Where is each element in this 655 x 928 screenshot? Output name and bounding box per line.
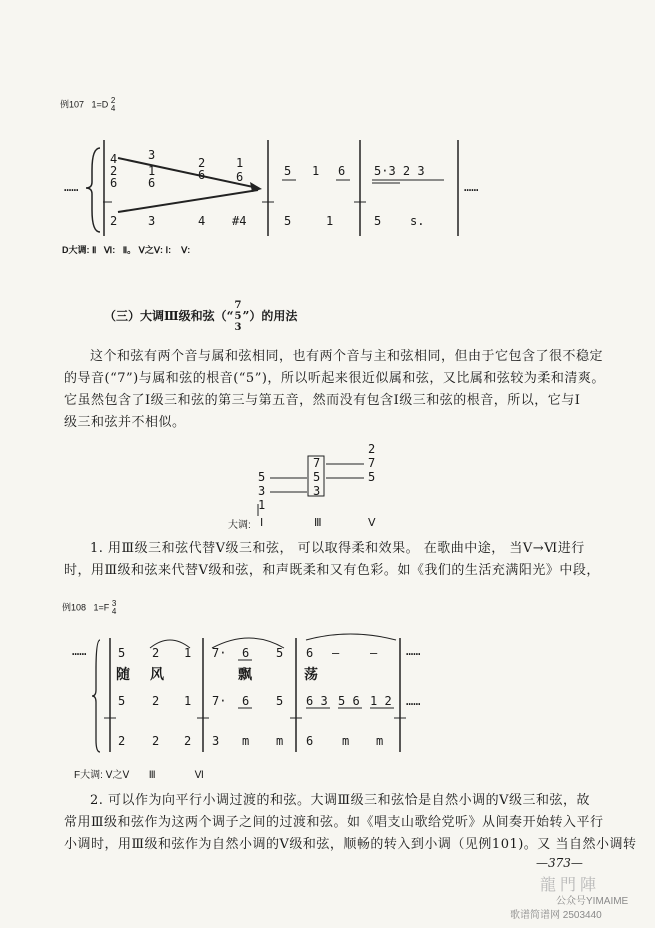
diagram-label: Ⅴ [368,517,376,529]
ellipsis-left: …… [72,644,87,658]
note: #4 [232,214,247,228]
note: 5 [118,646,126,660]
watermark-logo: 龍門陣 [540,875,601,894]
diagram-label: Ⅲ [314,517,322,529]
note: 6 [306,734,314,748]
note: 5 [374,214,382,228]
lyric: 随 [116,667,130,683]
note-group: 5 6 [338,694,360,708]
note: 1 [184,646,192,660]
ellipsis-right: …… [406,644,421,658]
harmony-analysis: D大调: Ⅱ Ⅵ: Ⅱ。 Ⅴ之Ⅴ: Ⅰ: Ⅴ: [62,245,191,255]
ellipsis-right: …… [406,694,421,708]
diagram-label: Ⅰ [260,517,264,529]
ellipsis-right: …… [464,180,479,194]
note: — [332,646,340,660]
note: m [342,734,350,748]
note: m [376,734,384,748]
note: 3 [212,734,220,748]
chord-III: 7 5 3 [313,456,321,498]
note: 6 [110,176,118,190]
paragraph: 2. 可以作为向平行小调过渡的和弦。大调Ⅲ级三和弦恰是自然小调的Ⅴ级三和弦，故 [90,793,590,808]
note: 4 [198,214,206,228]
note: 1 [312,164,320,178]
note: 2 [110,164,118,178]
note: 6 [198,168,206,182]
ellipsis-left: …… [64,180,79,194]
note: 2 [152,734,160,748]
section-title: （三）大调Ⅲ级和弦（“7 5 3”）的用法 [104,300,298,333]
note: m [276,734,284,748]
note: 2 [152,694,160,708]
watermark-text: 歌谱简谱网 2503440 [510,910,602,921]
example-label: 例108 [62,602,87,613]
note: m [242,734,250,748]
key-signature: 1=F [93,602,110,613]
note: 5 [118,694,126,708]
note: 6 [236,170,244,184]
paragraph: 时，用Ⅲ级和弦来代替Ⅴ级和弦，和声既柔和又有色彩。如《我们的生活充满阳光》中段， [64,563,600,578]
note: 4 [110,152,118,166]
chord-I: 5 3 1 [258,470,266,512]
lyric: 风 [150,667,164,683]
chord-stack: 7 5 3 [234,300,242,333]
note: 6 [242,694,250,708]
lyric: 荡 [304,667,318,683]
note: 2 [152,646,160,660]
chord-V: 2 7 5 [368,442,376,484]
note: 7· [212,694,227,708]
paragraph: 的导音(“7”)与属和弦的根音(“5”)，所以听起来很近似属和弦，又比属和弦较为柔和清爽。 它虽然包含了Ⅰ级三和弦的第三与第五音，然而没有包含Ⅰ级三和弦的根音，所以，它与Ⅰ 级三和弦并不相似。 [64,371,605,430]
note: 7· [212,646,227,660]
note: 2 [198,156,206,170]
harmony-analysis: F大调: Ⅴ之Ⅴ Ⅲ Ⅵ [74,770,204,781]
note-group: 5·3 2 3 [374,164,425,178]
paragraph: 常用Ⅲ级和弦作为这两个调子之间的过渡和弦。如《唱支山歌给党听》从间奏开始转入平行 小调时，用Ⅲ级和弦作为自然小调的Ⅴ级和弦，顺畅的转入到小调（见例101)。又 当自然小调转 [64,815,637,852]
paragraph: 这个和弦有两个音与属和弦相同，也有两个音与主和弦相同，但由于它包含了很不稳定 [90,349,604,364]
example-label: 例107 [60,99,85,110]
lyric: 飘 [238,667,252,683]
note: 5 [276,694,284,708]
note-group: 1 2 [370,694,392,708]
note-group: 6 3 [306,694,328,708]
page-number: —373— [536,856,583,870]
note: — [370,646,378,660]
note: 2 [184,734,192,748]
note: s. [410,214,425,228]
note: 6 [148,176,156,190]
note: 1 [148,164,156,178]
note: 6 [242,646,250,660]
note: 1 [326,214,334,228]
note: 5 [284,214,292,228]
paragraph: 1. 用Ⅲ级三和弦代替Ⅴ级三和弦， 可以取得柔和效果。 在歌曲中途， 当Ⅴ→Ⅵ进行 [90,541,585,556]
note: 1 [236,156,244,170]
time-signature: 3 4 [111,599,117,616]
diagram-label: 大调: [228,520,251,531]
note: 1 [184,694,192,708]
note: 3 [148,214,156,228]
example108-header [62,600,116,616]
time-signature: 2 4 [110,96,116,113]
key-signature: 1=D [91,99,109,110]
note: 3 [148,148,156,162]
note: 2 [118,734,126,748]
watermark-text: 公众号YIMAIME [556,896,629,907]
note: 5 [276,646,284,660]
note: 6 [338,164,346,178]
note: 2 [110,214,118,228]
note: 6 [306,646,314,660]
note: 5 [284,164,292,178]
